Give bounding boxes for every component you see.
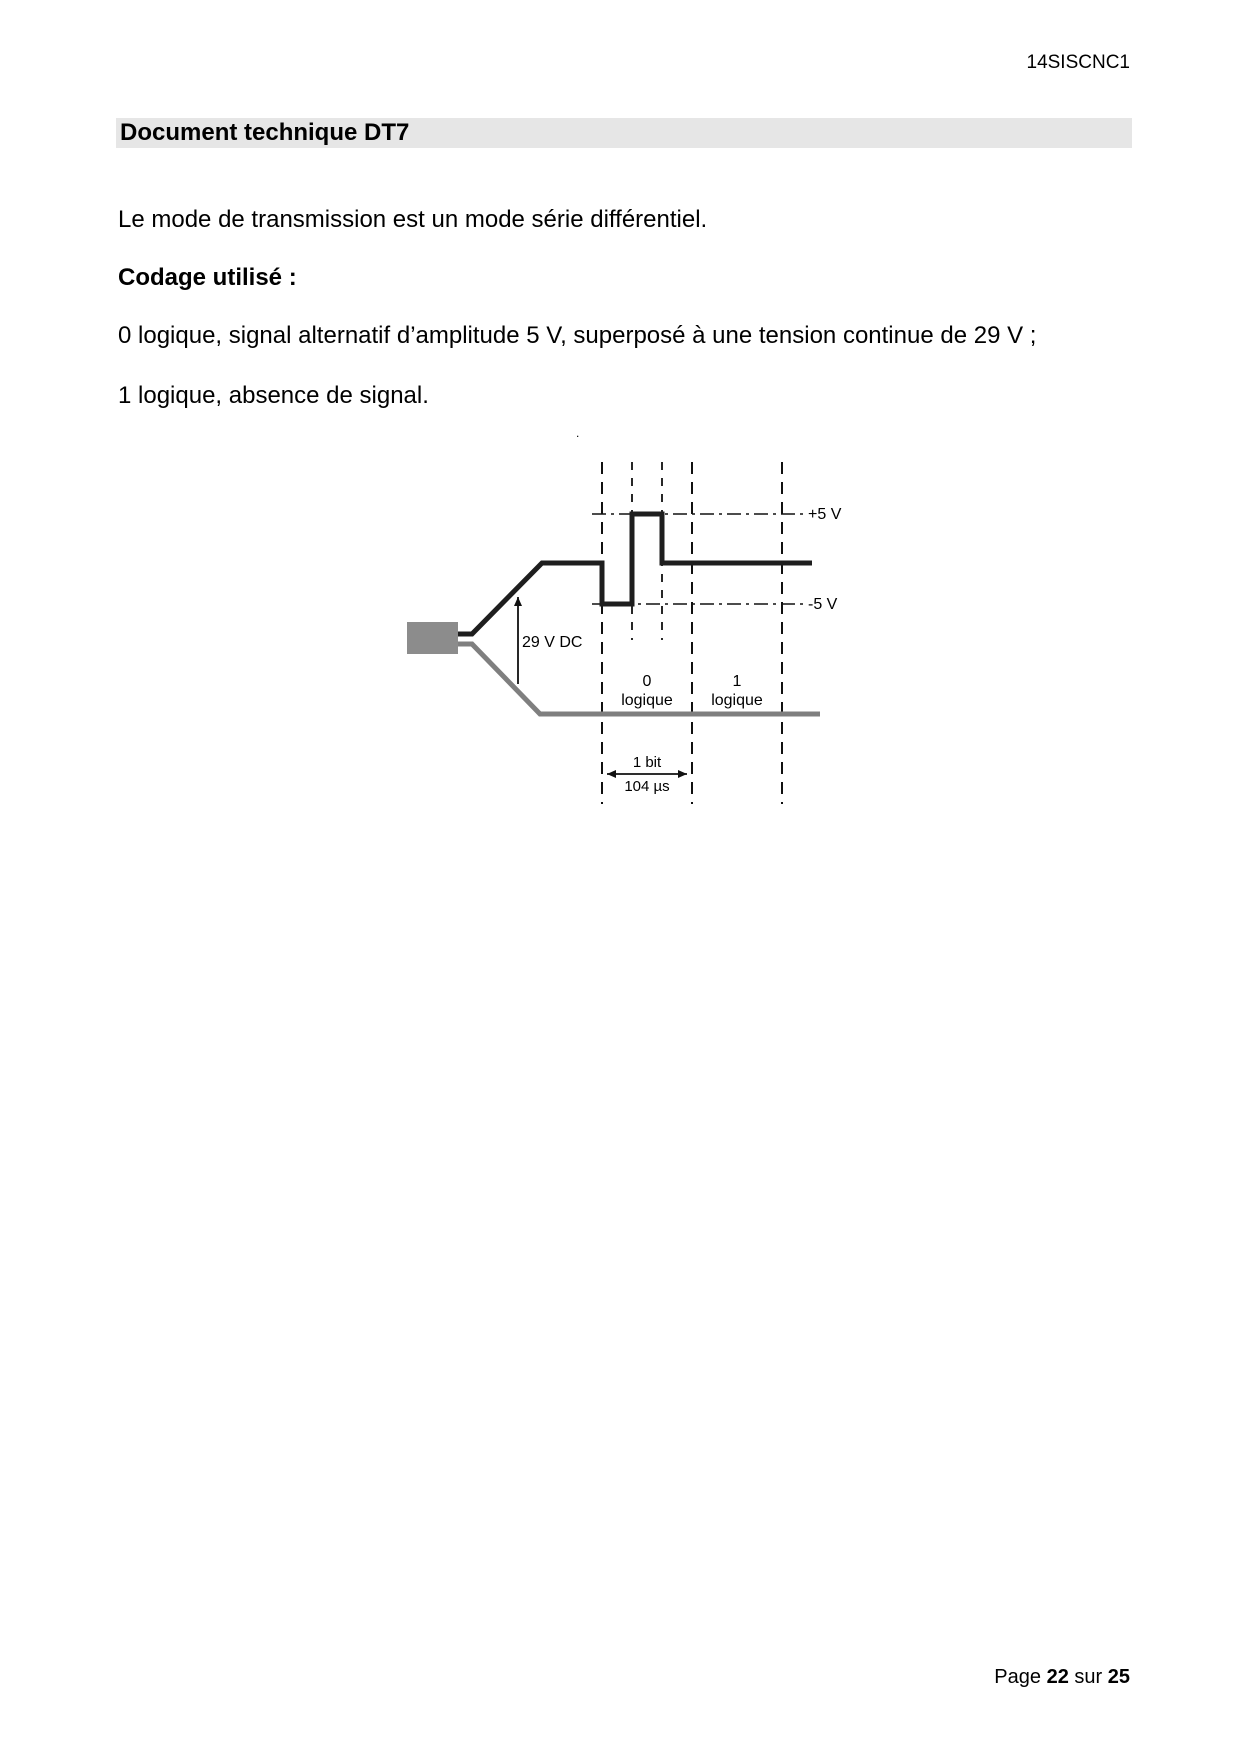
page-footer: [994, 1666, 1130, 1689]
one-bit-label: logique: [711, 692, 763, 709]
zero-bit-label: logique: [621, 692, 673, 709]
dc-voltage-label: 29 V DC: [522, 634, 583, 651]
one-bit-number: 1: [732, 673, 742, 690]
bit-label: 1 bit: [632, 754, 662, 771]
footer-page-number: 22: [1046, 1666, 1069, 1688]
logic-one-rule: 1 logique, absence de signal.: [118, 382, 429, 409]
stray-mark: .: [576, 426, 580, 440]
plus-5v-label: +5 V: [808, 506, 842, 523]
footer-total-pages: 25: [1107, 1666, 1130, 1688]
minus-5v-label: -5 V: [808, 596, 838, 613]
coding-subtitle: Codage utilisé :: [118, 264, 297, 291]
footer-middle: sur: [1074, 1666, 1103, 1688]
footer-prefix: Page: [994, 1666, 1042, 1688]
page-title: Document technique DT7: [116, 118, 1132, 148]
signal-wire: [458, 514, 812, 634]
intro-paragraph: Le mode de transmission est un mode série différentiel.: [118, 206, 708, 233]
zero-bit-number: 0: [642, 673, 652, 690]
signal-diagram: [0, 0, 1240, 820]
bit-time-label: 104 µs: [624, 778, 670, 795]
logic-zero-rule: 0 logique, signal alternatif d’amplitude 5 V, superposé à une tension continue de 29 V ;: [118, 322, 1037, 349]
document-code: 14SISCNC1: [1026, 52, 1130, 73]
connector-block: [407, 622, 458, 654]
